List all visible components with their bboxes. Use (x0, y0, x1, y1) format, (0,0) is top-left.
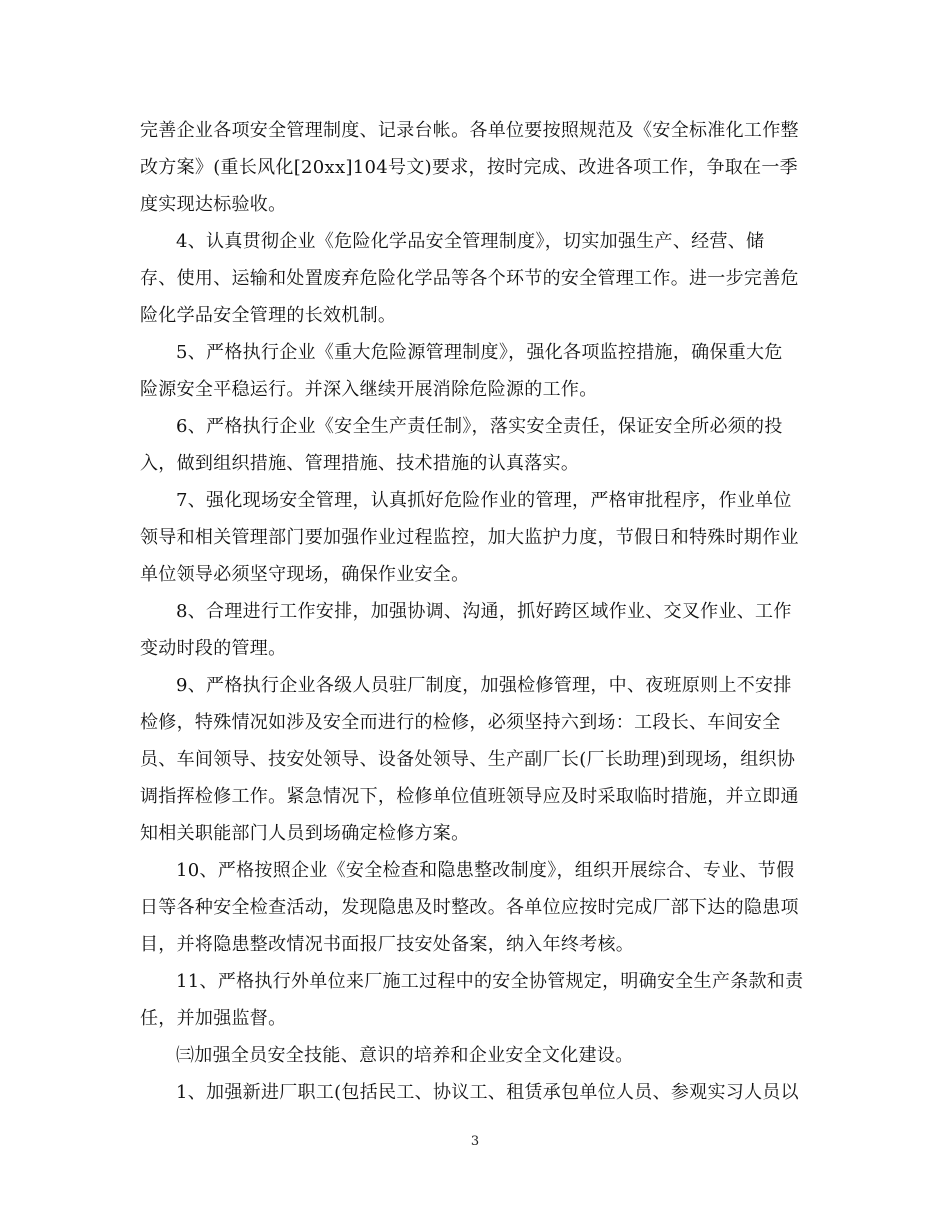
text-line: 入，做到组织措施、管理措施、技术措施的认真落实。 (140, 453, 580, 474)
text-line: 4、认真贯彻企业《危险化学品安全管理制度》，切实加强生产、经营、储 (176, 231, 765, 252)
text-line: 存、使用、运输和处置废弃危险化学品等各个环节的安全管理工作。进一步完善危 (140, 268, 799, 289)
paragraph (140, 593, 812, 667)
text-line: 完善企业各项安全管理制度、记录台帐。各单位要按照规范及《安全标准化工作整 (140, 120, 799, 141)
text-line: 7、强化现场安全管理，认真抓好危险作业的管理，严格审批程序，作业单位 (176, 490, 792, 511)
text-line: 单位领导必须坚守现场，确保作业安全。 (140, 564, 470, 585)
text-line: 险化学品安全管理的长效机制。 (140, 305, 397, 326)
document-body (140, 112, 812, 1111)
text-line: 改方案》(重长风化[20xx]104号文)要求，按时完成、改进各项工作，争取在一季 (140, 157, 798, 178)
text-line: 任，并加强监督。 (140, 1008, 287, 1029)
paragraph (140, 408, 812, 482)
text-line: 检修，特殊情况如涉及安全而进行的检修，必须坚持六到场：工段长、车间安全 (140, 712, 781, 733)
text-line: 度实现达标验收。 (140, 194, 287, 215)
text-line: 1、加强新进厂职工(包括民工、协议工、租赁承包单位人员、参观实习人员以 (176, 1082, 799, 1103)
text-line: 6、严格执行企业《安全生产责任制》，落实安全责任，保证安全所必须的投 (176, 416, 783, 437)
text-line: 调指挥检修工作。紧急情况下，检修单位值班领导应及时采取临时措施，并立即通 (140, 786, 799, 807)
paragraph (140, 112, 812, 223)
text-line: 8、合理进行工作安排，加强协调、沟通，抓好跨区域作业、交叉作业、工作 (176, 601, 792, 622)
text-line: 5、严格执行企业《重大危险源管理制度》，强化各项监控措施，确保重大危 (176, 342, 783, 363)
section-heading (140, 1037, 812, 1074)
paragraph (140, 334, 812, 408)
text-line: 11、严格执行外单位来厂施工过程中的安全协管规定，明确安全生产条款和责 (176, 971, 804, 992)
paragraph (140, 963, 812, 1037)
text-line: 日等各种安全检查活动，发现隐患及时整改。各单位应按时完成厂部下达的隐患项 (140, 897, 799, 918)
text-line: 10、严格按照企业《安全检查和隐患整改制度》，组织开展综合、专业、节假 (176, 860, 795, 881)
text-line: 员、车间领导、技安处领导、设备处领导、生产副厂长(厂长助理)到现场，组织协 (140, 749, 796, 770)
text-line: 知相关职能部门人员到场确定检修方案。 (140, 823, 470, 844)
paragraph (140, 667, 812, 852)
text-line: 变动时段的管理。 (140, 638, 287, 659)
page-number: 3 (470, 1134, 480, 1149)
paragraph (140, 852, 812, 963)
text-line: 9、严格执行企业各级人员驻厂制度，加强检修管理，中、夜班原则上不安排 (176, 675, 792, 696)
text-line: 险源安全平稳运行。并深入继续开展消除危险源的工作。 (140, 379, 598, 400)
paragraph (140, 482, 812, 593)
text-line: 领导和相关管理部门要加强作业过程监控，加大监护力度，节假日和特殊时期作业 (140, 527, 799, 548)
paragraph (140, 223, 812, 334)
paragraph (140, 1074, 812, 1111)
text-line: 目，并将隐患整改情况书面报厂技安处备案，纳入年终考核。 (140, 934, 635, 955)
text-line: ㈢加强全员安全技能、意识的培养和企业安全文化建设。 (176, 1045, 634, 1066)
